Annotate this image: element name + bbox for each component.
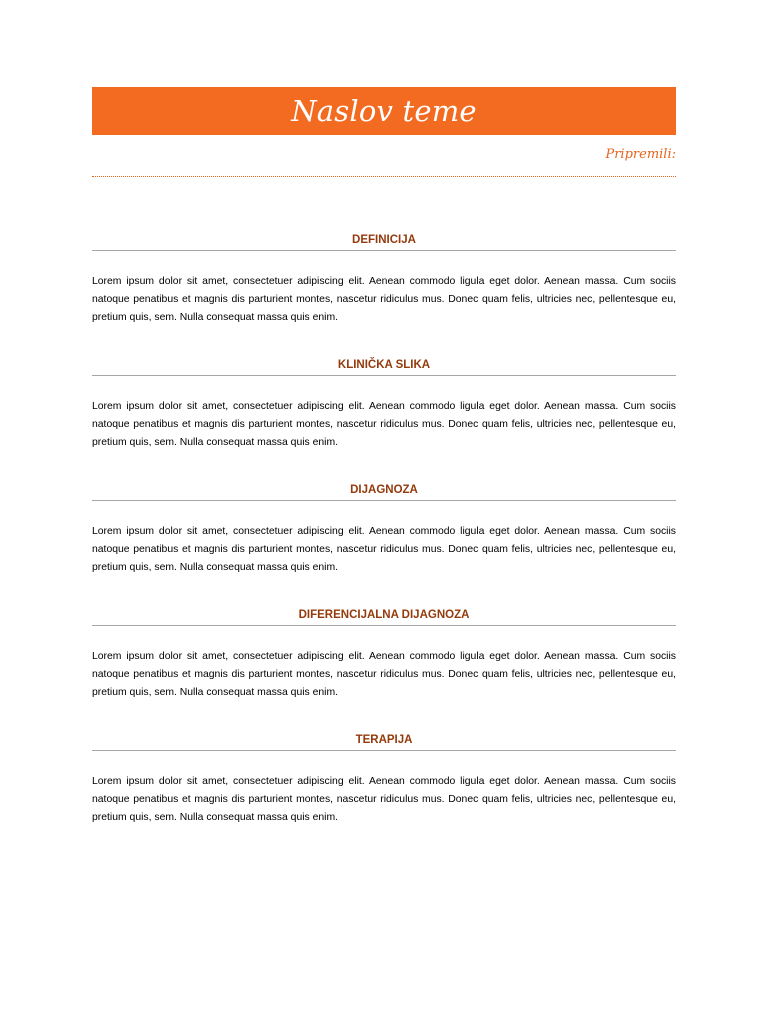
prepared-by-label: Pripremili:	[605, 147, 676, 162]
section-body-text: Lorem ipsum dolor sit amet, consectetuer adipiscing elit. Aenean commodo ligula eget dolor. Aenean massa. Cum sociis natoque penatibus et magnis dis parturient montes, nascetur ridiculus mus. Donec quam felis, ultricies nec, pellentesque eu, pretium quis, sem. Nulla consequat massa quis enim.	[92, 776, 676, 823]
section-terapija	[92, 733, 676, 827]
section-dijagnoza	[92, 483, 676, 577]
section-heading: DEFINICIJA	[352, 234, 416, 246]
section-body-text: Lorem ipsum dolor sit amet, consectetuer adipiscing elit. Aenean commodo ligula eget dolor. Aenean massa. Cum sociis natoque penatibus et magnis dis parturient montes, nascetur ridiculus mus. Donec quam felis, ultricies nec, pellentesque eu, pretium quis, sem. Nulla consequat massa quis enim.	[92, 651, 676, 698]
document-title: Naslov teme	[291, 93, 477, 128]
section-heading: DIJAGNOZA	[350, 484, 418, 496]
dotted-divider	[92, 176, 676, 177]
section-heading: DIFERENCIJALNA DIJAGNOZA	[298, 609, 470, 621]
title-banner	[92, 87, 676, 135]
section-heading: TERAPIJA	[355, 734, 413, 746]
section-divider	[92, 625, 676, 626]
section-diferencijalna-dijagnoza	[92, 608, 676, 702]
section-definicija	[92, 233, 676, 327]
section-heading: KLINIČKA SLIKA	[337, 359, 431, 371]
section-divider	[92, 750, 676, 751]
section-body-text: Lorem ipsum dolor sit amet, consectetuer adipiscing elit. Aenean commodo ligula eget dolor. Aenean massa. Cum sociis natoque penatibus et magnis dis parturient montes, nascetur ridiculus mus. Donec quam felis, ultricies nec, pellentesque eu, pretium quis, sem. Nulla consequat massa quis enim.	[92, 276, 676, 323]
section-body-text: Lorem ipsum dolor sit amet, consectetuer adipiscing elit. Aenean commodo ligula eget dolor. Aenean massa. Cum sociis natoque penatibus et magnis dis parturient montes, nascetur ridiculus mus. Donec quam felis, ultricies nec, pellentesque eu, pretium quis, sem. Nulla consequat massa quis enim.	[92, 401, 676, 448]
section-klinicka-slika	[92, 358, 676, 452]
section-divider	[92, 250, 676, 251]
section-divider	[92, 375, 676, 376]
section-body-text: Lorem ipsum dolor sit amet, consectetuer adipiscing elit. Aenean commodo ligula eget dolor. Aenean massa. Cum sociis natoque penatibus et magnis dis parturient montes, nascetur ridiculus mus. Donec quam felis, ultricies nec, pellentesque eu, pretium quis, sem. Nulla consequat massa quis enim.	[92, 526, 676, 573]
section-divider	[92, 500, 676, 501]
